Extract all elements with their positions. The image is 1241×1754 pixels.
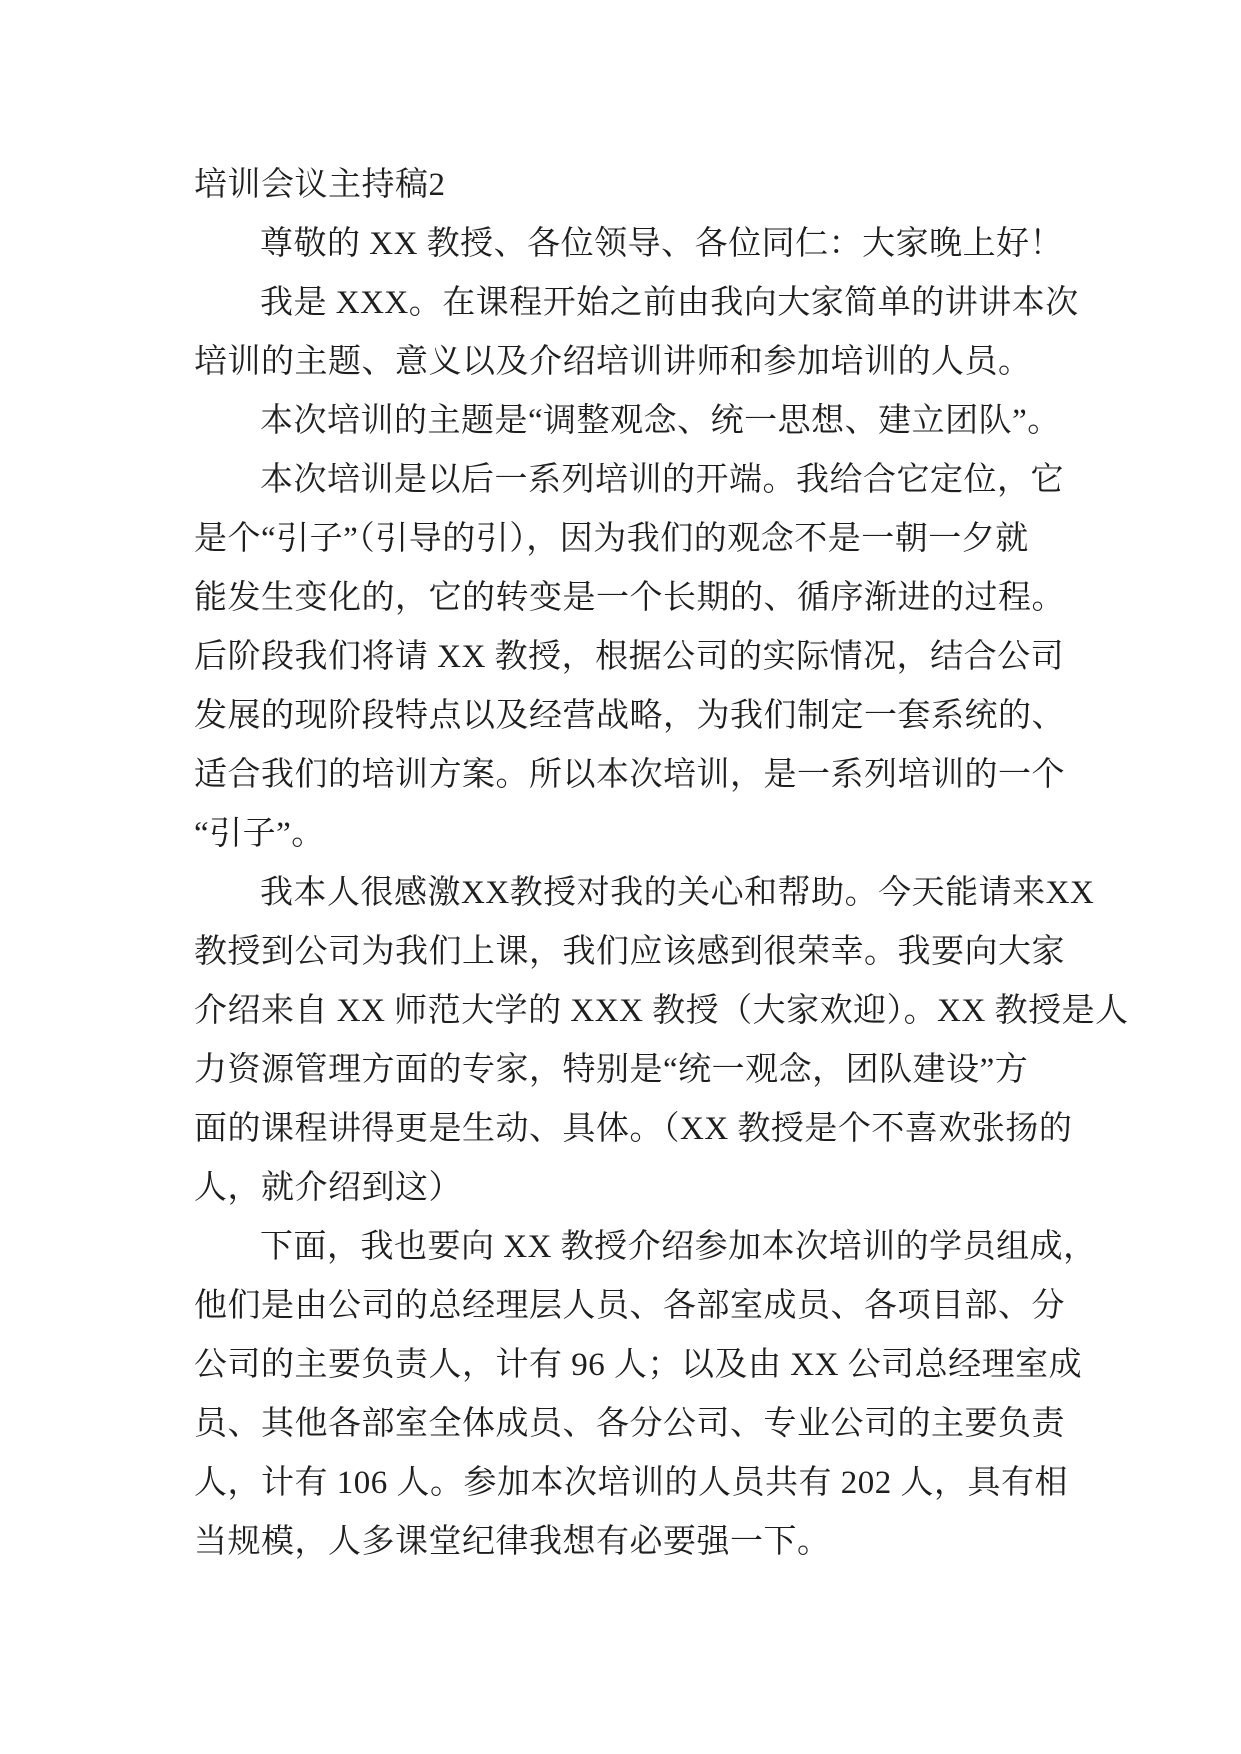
paragraph-line: 本次培训的主题是“调整观念、统一思想、建立团队”。 bbox=[260, 403, 1061, 439]
paragraph-line: 尊敬的 XX 教授、各位领导、各位同仁：大家晚上好！ bbox=[260, 226, 1064, 262]
paragraph-line: 力资源管理方面的专家，特别是“统一观念，团队建设”方 bbox=[194, 1052, 1029, 1088]
paragraph-line: 是个“引子”（引导的引），因为我们的观念不是一朝一夕就 bbox=[194, 521, 1029, 557]
paragraph-lecturer-introduction bbox=[194, 864, 1129, 1218]
paragraph-line: 介绍来自 XX 师范大学的 XXX 教授（大家欢迎）。XX 教授是人 bbox=[194, 993, 1129, 1029]
paragraph-line: 他们是由公司的总经理层人员、各部室成员、各项目部、分 bbox=[194, 1288, 1065, 1324]
paragraph-line: 我是 XXX。在课程开始之前由我向大家简单的讲讲本次 bbox=[260, 285, 1079, 321]
paragraph-line: 能发生变化的，它的转变是一个长期的、循序渐进的过程。 bbox=[194, 580, 1065, 616]
paragraph-training-positioning bbox=[194, 451, 1094, 864]
paragraph-participants bbox=[194, 1218, 1097, 1572]
paragraph-training-theme bbox=[194, 392, 1094, 451]
paragraph-greeting bbox=[194, 215, 1094, 274]
document-title: 培训会议主持稿2 bbox=[194, 167, 446, 203]
paragraph-line: 面的课程讲得更是生动、具体。（XX 教授是个不喜欢张扬的 bbox=[194, 1111, 1073, 1147]
paragraph-line: 本次培训是以后一系列培训的开端。我给合它定位，它 bbox=[260, 462, 1064, 498]
paragraph-line: 培训的主题、意义以及介绍培训讲师和参加培训的人员。 bbox=[194, 344, 1032, 380]
paragraph-line: 公司的主要负责人，计有 96 人；以及由 XX 公司总经理室成 bbox=[194, 1347, 1083, 1383]
document-body bbox=[194, 156, 1129, 1572]
paragraph-line: 当规模，人多课堂纪律我想有必要强一下。 bbox=[194, 1524, 831, 1560]
paragraph-line: 我本人很感激XX教授对我的关心和帮助。今天能请来XX bbox=[260, 875, 1095, 911]
paragraph-line: 适合我们的培训方案。所以本次培训，是一系列培训的一个 bbox=[194, 757, 1065, 793]
paragraph-line: 人，就介绍到这） bbox=[194, 1170, 462, 1206]
paragraph-line: 员、其他各部室全体成员、各分公司、专业公司的主要负责 bbox=[194, 1406, 1065, 1442]
paragraph-line: 下面，我也要向 XX 教授介绍参加本次培训的学员组成， bbox=[260, 1229, 1097, 1265]
paragraph-line: 人，计有 106 人。参加本次培训的人员共有 202 人，具有相 bbox=[194, 1465, 1068, 1501]
paragraph-line: 教授到公司为我们上课，我们应该感到很荣幸。我要向大家 bbox=[194, 934, 1065, 970]
paragraph-line: “引子”。 bbox=[194, 816, 325, 852]
paragraph-line: 后阶段我们将请 XX 教授，根据公司的实际情况，结合公司 bbox=[194, 639, 1065, 675]
paragraph-line: 发展的现阶段特点以及经营战略，为我们制定一套系统的、 bbox=[194, 698, 1065, 734]
paragraph-self-introduction bbox=[194, 274, 1094, 392]
